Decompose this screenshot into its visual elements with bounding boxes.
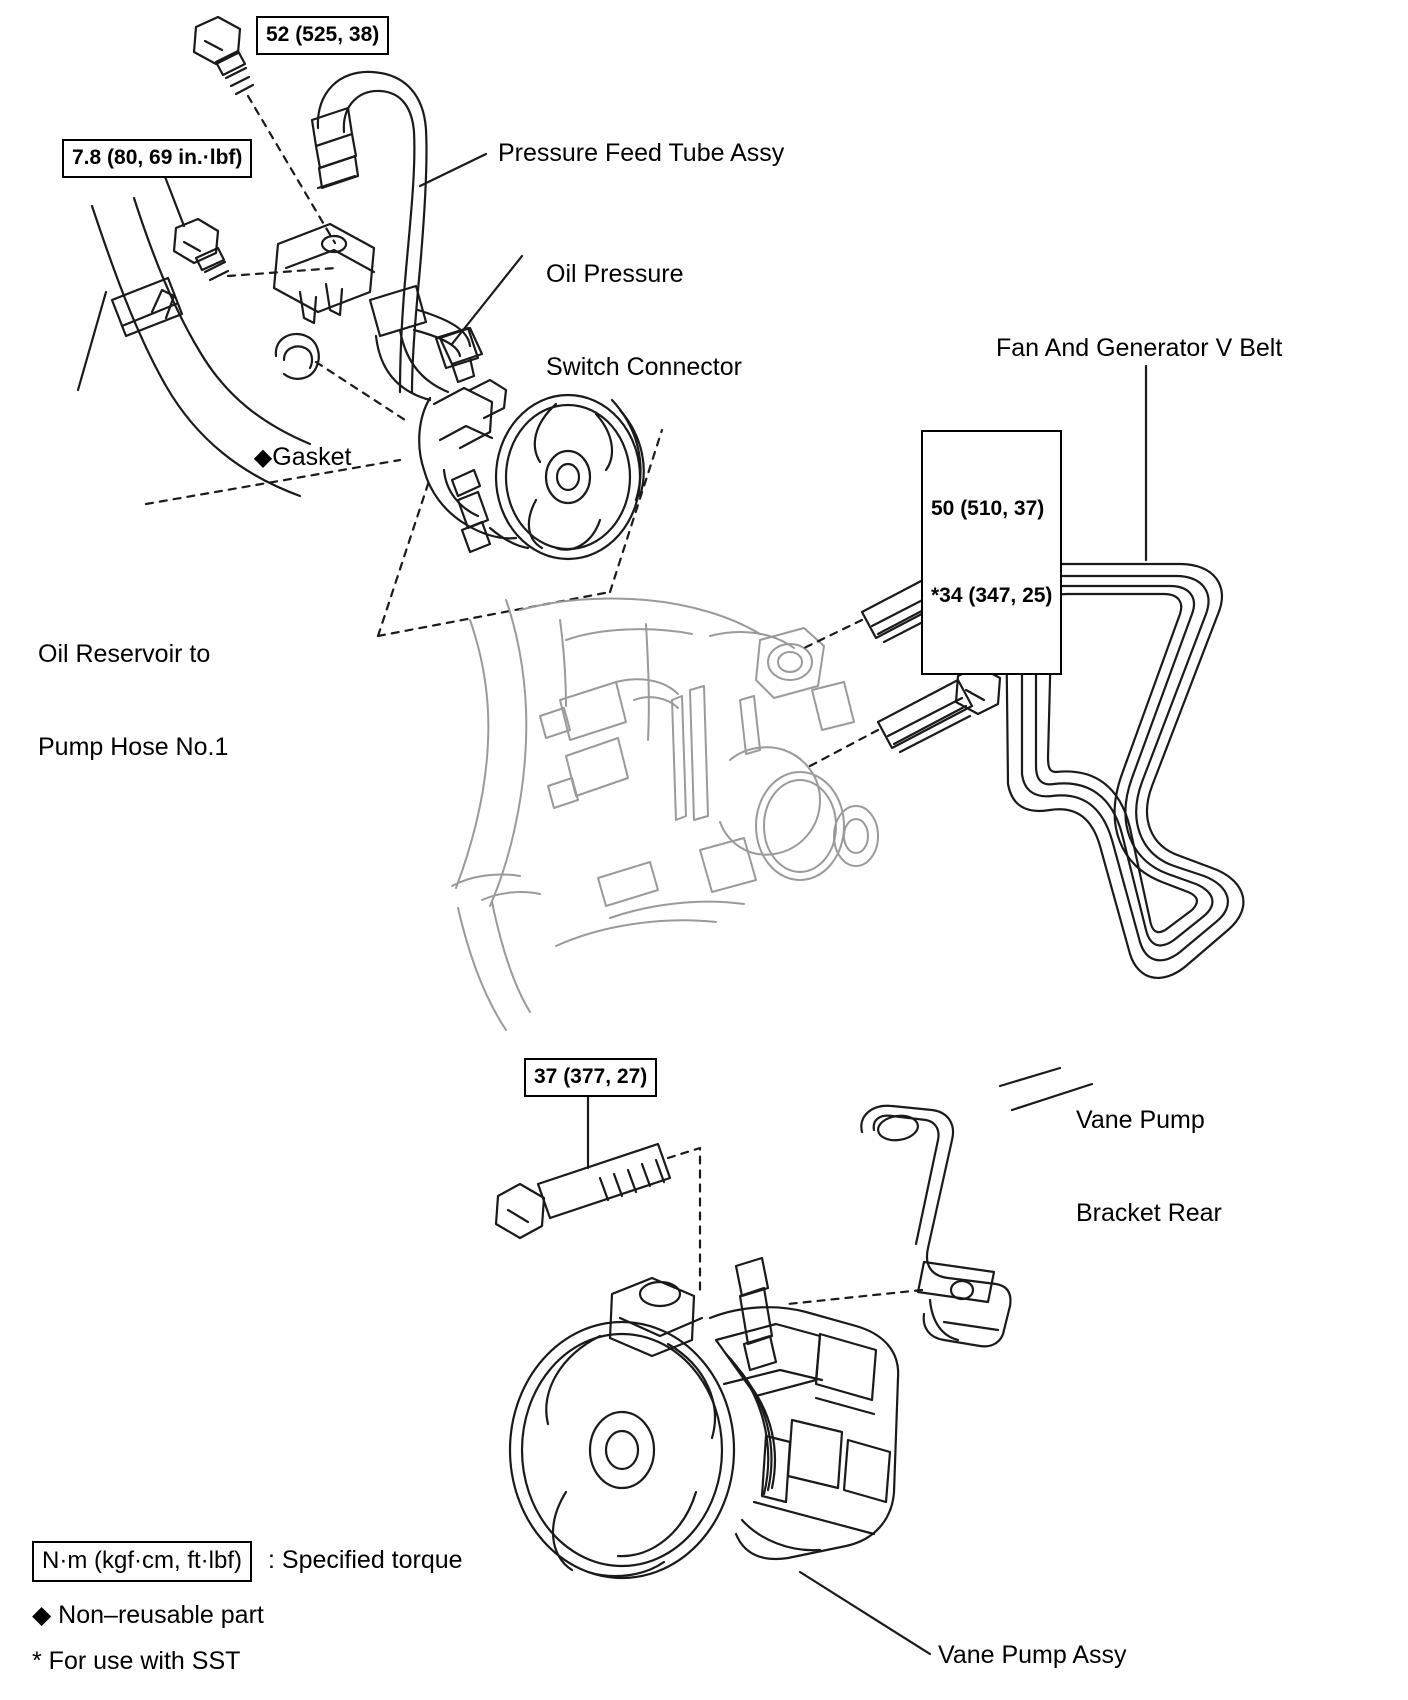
label-oil-pressure-switch-connector-line1: Oil Pressure — [546, 260, 684, 288]
label-oil-pressure-switch-connector-line2: Switch Connector — [546, 353, 742, 381]
label-vane-pump-bracket-rear-line1: Vane Pump — [1076, 1106, 1205, 1134]
torque-callout-oil-reservoir-hose: 7.8 (80, 69 in.·lbf) — [62, 139, 252, 178]
torque-callout-pressure-feed-tube: 52 (525, 38) — [256, 16, 389, 55]
legend-torque-unit-box: N·m (kgf·cm, ft·lbf) — [32, 1541, 252, 1582]
label-oil-pressure-switch-connector — [546, 197, 742, 445]
legend-non-reusable-part: ◆ Non–reusable part — [32, 1601, 264, 1629]
label-vane-pump-bracket-rear — [1076, 1043, 1222, 1291]
pressure-feed-tube — [274, 72, 478, 400]
legend-torque-unit-description: : Specified torque — [268, 1546, 463, 1574]
torque-callout-pump-mount-bolt-line1: 50 (510, 37) — [931, 497, 1045, 520]
bolt-37 — [496, 1144, 670, 1238]
bolt-78 — [174, 219, 228, 280]
label-oil-reservoir-hose-line2: Pump Hose No.1 — [38, 733, 229, 761]
vane-pump-bracket-rear-part — [861, 1106, 1010, 1347]
bolt-50-lower — [878, 666, 1000, 752]
label-pressure-feed-tube-assy: Pressure Feed Tube Assy — [498, 139, 785, 167]
vane-pump-lower — [510, 1258, 898, 1578]
label-vane-pump-bracket-rear-line2: Bracket Rear — [1076, 1199, 1222, 1227]
non-reusable-marker-icon: ◆ — [253, 444, 273, 471]
torque-callout-bracket-rear-bolt: 37 (377, 27) — [524, 1058, 657, 1097]
label-oil-reservoir-to-pump-hose-no1 — [38, 577, 228, 825]
label-gasket-text: Gasket — [272, 443, 352, 471]
label-fan-and-generator-v-belt: Fan And Generator V Belt — [996, 334, 1283, 362]
label-vane-pump-assy: Vane Pump Assy — [938, 1641, 1127, 1669]
label-oil-reservoir-hose-line1: Oil Reservoir to — [38, 640, 211, 668]
bolt-52 — [194, 17, 253, 94]
oil-pressure-switch — [440, 328, 482, 382]
gasket-part — [276, 334, 319, 379]
legend-sst-note: * For use with SST — [32, 1647, 241, 1675]
label-gasket — [226, 411, 351, 504]
torque-callout-pump-mount-bolt — [921, 430, 1062, 675]
torque-callout-pump-mount-bolt-line2: *34 (347, 25) — [931, 584, 1053, 607]
